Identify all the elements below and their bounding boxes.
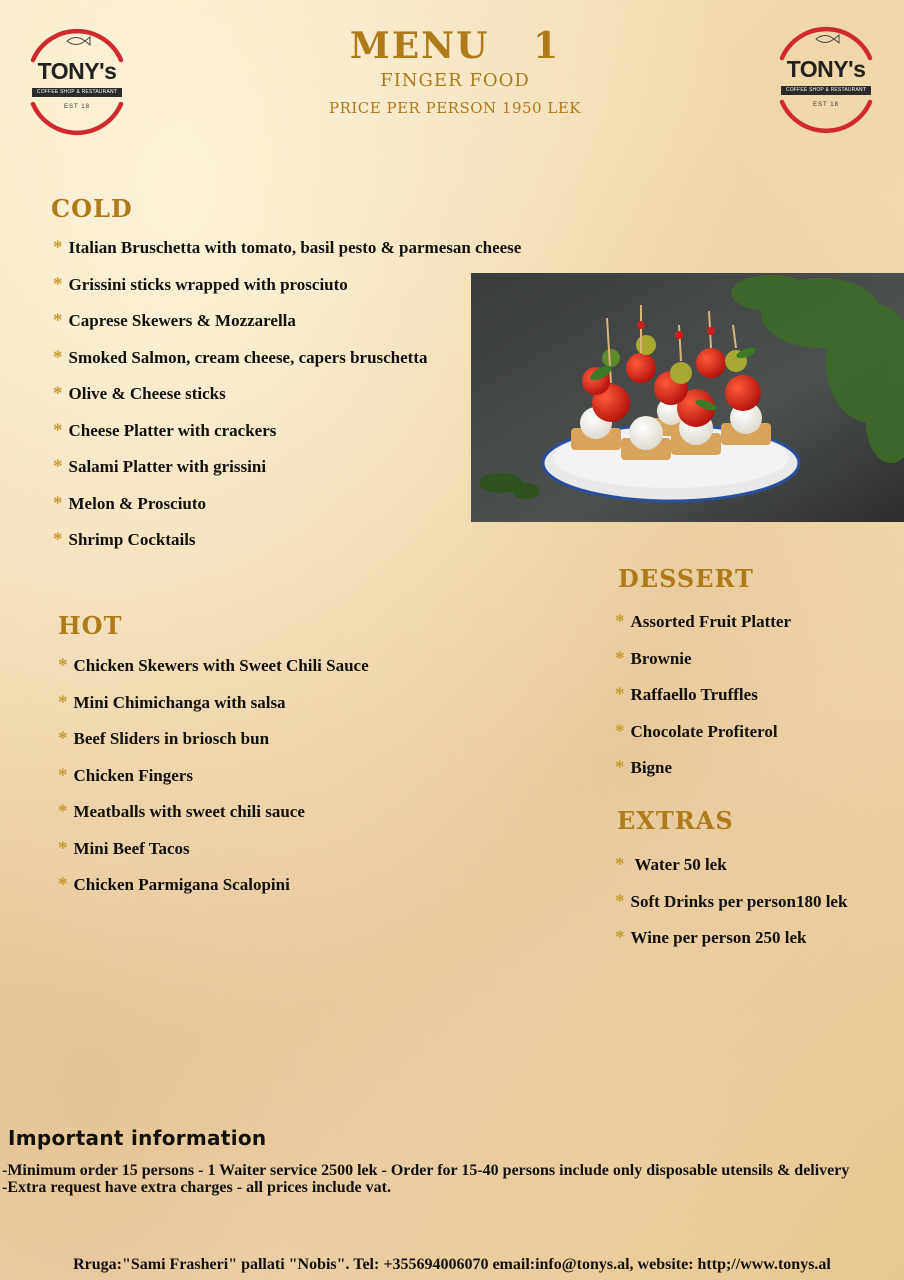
dessert-heading: DESSERT <box>618 564 754 593</box>
fish-icon <box>816 35 839 43</box>
list-item: * Meatballs with sweet chili sauce <box>58 801 305 822</box>
star-bullet-icon: * <box>615 757 625 778</box>
star-bullet-icon: * <box>58 728 68 749</box>
star-bullet-icon: * <box>53 346 63 368</box>
star-bullet-icon: * <box>53 419 63 441</box>
list-item: * Soft Drinks per person180 lek <box>615 890 848 912</box>
list-item: * Chicken Fingers <box>58 764 193 786</box>
footer-contact: Rruga:"Sami Frasheri" pallati "Nobis". Tel: +355694006070 email:info@tonys.al, website: http;//www.tonys.al <box>73 1256 831 1273</box>
star-bullet-icon: * <box>615 720 625 742</box>
star-bullet-icon: * <box>53 310 63 331</box>
logo-left <box>25 20 129 138</box>
list-item: * Chicken Parmigana Scalopini <box>58 874 290 895</box>
list-item: * Mini Chimichanga with salsa <box>58 691 286 713</box>
logo-tagline: COFFEE SHOP & RESTAURANT <box>32 88 122 97</box>
star-bullet-icon: * <box>615 647 625 669</box>
info-line: -Minimum order 15 persons - 1 Waiter service 2500 lek - Order for 15-40 persons include only disposable utensils & delivery <box>2 1162 850 1179</box>
cold-list <box>53 237 521 566</box>
menu-subtitle: FINGER FOOD <box>380 70 530 91</box>
list-item: * Melon & Prosciuto <box>53 492 207 514</box>
star-bullet-icon: * <box>58 874 68 895</box>
logo-right <box>774 18 878 136</box>
list-item: * Mini Beef Tacos <box>58 837 190 859</box>
star-bullet-icon: * <box>53 237 63 258</box>
star-bullet-icon: * <box>58 655 68 676</box>
star-bullet-icon: * <box>58 764 68 786</box>
list-item: * Chocolate Profiterol <box>615 720 778 742</box>
info-text <box>2 1162 849 1196</box>
menu-price: PRICE PER PERSON 1950 LEK <box>329 99 581 117</box>
list-item: * Grissini sticks wrapped with prosciuto <box>53 273 348 295</box>
info-line: -Extra request have extra charges - all prices include vat. <box>2 1179 391 1196</box>
extras-heading: EXTRAS <box>617 806 734 835</box>
list-item: * Chicken Skewers with Sweet Chili Sauce <box>58 655 369 676</box>
list-item: * Cheese Platter with crackers <box>53 419 277 441</box>
logo-brand: TONY's <box>786 56 866 82</box>
star-bullet-icon: * <box>53 273 63 295</box>
star-bullet-icon: * <box>58 837 68 859</box>
logo-brand: TONY's <box>37 58 117 84</box>
list-item: * Salami Platter with grissini <box>53 456 267 477</box>
fish-icon <box>67 37 90 45</box>
logo-tagline: COFFEE SHOP & RESTAURANT <box>781 86 871 95</box>
star-bullet-icon: * <box>615 890 625 912</box>
list-item: * Italian Bruschetta with tomato, basil pesto & parmesan cheese <box>53 237 522 258</box>
menu-header <box>300 26 610 117</box>
star-bullet-icon: * <box>615 611 625 632</box>
list-item: * Olive & Cheese sticks <box>53 383 226 404</box>
logo-est: EST 18 <box>64 104 90 110</box>
list-item: * Brownie <box>615 647 692 669</box>
list-item: * Smoked Salmon, cream cheese, capers bruschetta <box>53 346 428 368</box>
food-photo-image <box>471 273 904 522</box>
star-bullet-icon: * <box>53 383 63 404</box>
star-bullet-icon: * <box>53 456 63 477</box>
star-bullet-icon: * <box>53 529 63 550</box>
star-bullet-icon: * <box>53 492 63 514</box>
caprese-skewers-photo <box>471 273 904 522</box>
star-bullet-icon: * <box>615 854 625 875</box>
list-item: * Water 50 lek <box>615 854 727 875</box>
star-bullet-icon: * <box>58 801 68 822</box>
list-item: * Caprese Skewers & Mozzarella <box>53 310 296 331</box>
list-item: * Assorted Fruit Platter <box>615 611 792 632</box>
list-item: * Wine per person 250 lek <box>615 927 807 948</box>
hot-list <box>58 655 369 911</box>
dessert-list <box>615 611 791 794</box>
list-item: * Beef Sliders in briosch bun <box>58 728 270 749</box>
hot-heading: HOT <box>58 611 123 640</box>
menu-title: MENU 1 <box>349 25 561 67</box>
list-item: * Raffaello Truffles <box>615 684 758 705</box>
cold-heading: COLD <box>51 194 133 223</box>
list-item: * Shrimp Cocktails <box>53 529 196 550</box>
extras-list <box>615 854 847 964</box>
logo-est: EST 18 <box>813 102 839 108</box>
list-item: * Bigne <box>615 757 673 778</box>
info-heading: Important information <box>8 1126 267 1150</box>
star-bullet-icon: * <box>58 691 68 713</box>
star-bullet-icon: * <box>615 927 625 948</box>
star-bullet-icon: * <box>615 684 625 705</box>
